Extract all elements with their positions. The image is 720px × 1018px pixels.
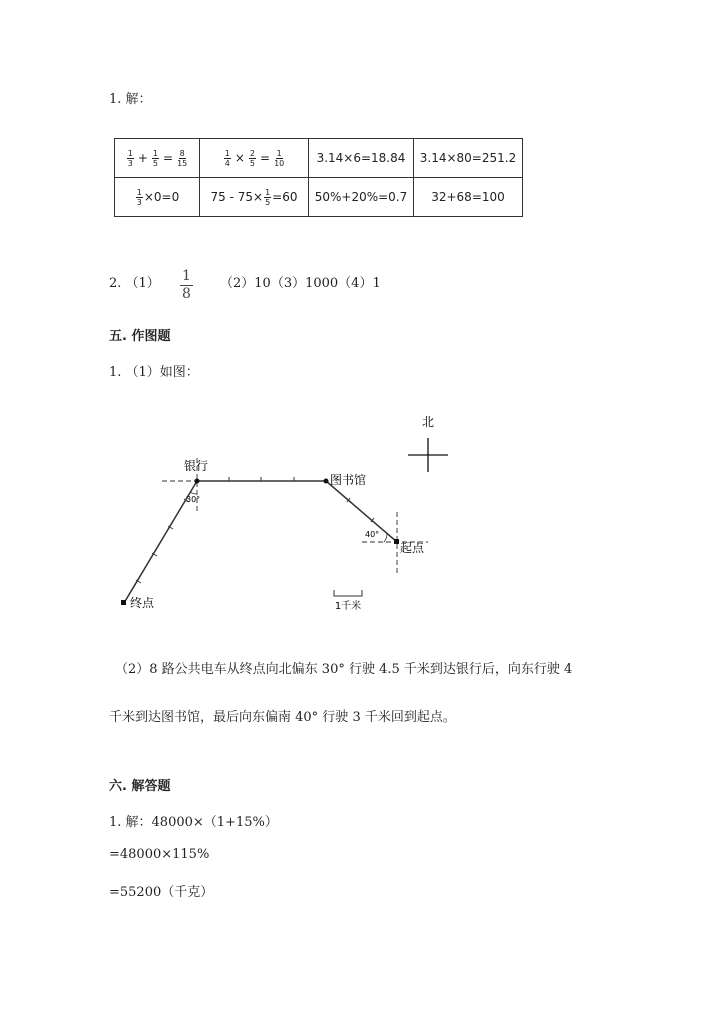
table-cell: $\frac{1}{3}$ ×0=0 bbox=[115, 178, 200, 217]
north-label: 北 bbox=[421, 415, 435, 429]
end-point-marker bbox=[121, 600, 126, 605]
table-cell: 32+68=100 bbox=[414, 178, 523, 217]
section-5-q1: 1. （1）如图： bbox=[109, 365, 199, 380]
table-cell: $\frac{1}{3}$ + $\frac{1}{5}$ = $\frac{8}{15}$ bbox=[115, 139, 200, 178]
bank-point-marker bbox=[195, 479, 200, 484]
section-5-q2-line2: 千米到达图书馆，最后向东偏南 40° 行驶 3 千米回到起点。 bbox=[109, 710, 456, 725]
table-cell: 50%+20%=0.7 bbox=[309, 178, 414, 217]
answer-2-fraction: 1 8 bbox=[182, 268, 191, 302]
section-6-title: 六. 解答题 bbox=[109, 779, 171, 794]
section-6-line3: =55200（千克） bbox=[109, 885, 214, 900]
angle-30-label: 30° bbox=[186, 495, 201, 504]
library-label: 图书馆 bbox=[330, 473, 367, 487]
bank-label: 银行 bbox=[184, 459, 209, 473]
answer-table bbox=[114, 138, 523, 217]
answer-2-rest: （2）10（3）1000（4）1 bbox=[220, 276, 381, 291]
answer-2-prefix: 2. （1） bbox=[109, 276, 160, 291]
start-point-marker bbox=[394, 539, 399, 544]
start-label: 起点 bbox=[400, 541, 425, 555]
route-diagram bbox=[0, 400, 720, 630]
end-label: 终点 bbox=[130, 596, 155, 610]
table-cell: $\frac{1}{4}$ × $\frac{2}{5}$ = $\frac{1}{10}$ bbox=[200, 139, 309, 178]
scale-label: 1千米 bbox=[334, 601, 362, 612]
library-point-marker bbox=[324, 479, 329, 484]
table-cell: 75 - 75× $\frac{1}{5}$ =60 bbox=[200, 178, 309, 217]
table-row bbox=[115, 178, 523, 217]
table-cell: 3.14×6=18.84 bbox=[309, 139, 414, 178]
answer-1-heading: 1. 解： bbox=[109, 92, 152, 107]
section-5-title: 五. 作图题 bbox=[109, 329, 171, 344]
table-row bbox=[115, 139, 523, 178]
table-cell: 3.14×80=251.2 bbox=[414, 139, 523, 178]
angle-arc-30 bbox=[190, 492, 197, 494]
angle-40-label: 40° bbox=[365, 530, 380, 539]
angle-arc-40 bbox=[384, 533, 387, 542]
section-6-line1: 1. 解：48000×（1+15%） bbox=[109, 815, 278, 830]
scale-bar bbox=[334, 590, 362, 596]
section-6-line2: =48000×115% bbox=[109, 847, 210, 862]
route-segment-library-start bbox=[326, 481, 397, 542]
section-5-q2-line1: （2）8 路公共电车从终点向北偏东 30° 行驶 4.5 千米到达银行后，向东行驶 4 bbox=[115, 662, 573, 677]
